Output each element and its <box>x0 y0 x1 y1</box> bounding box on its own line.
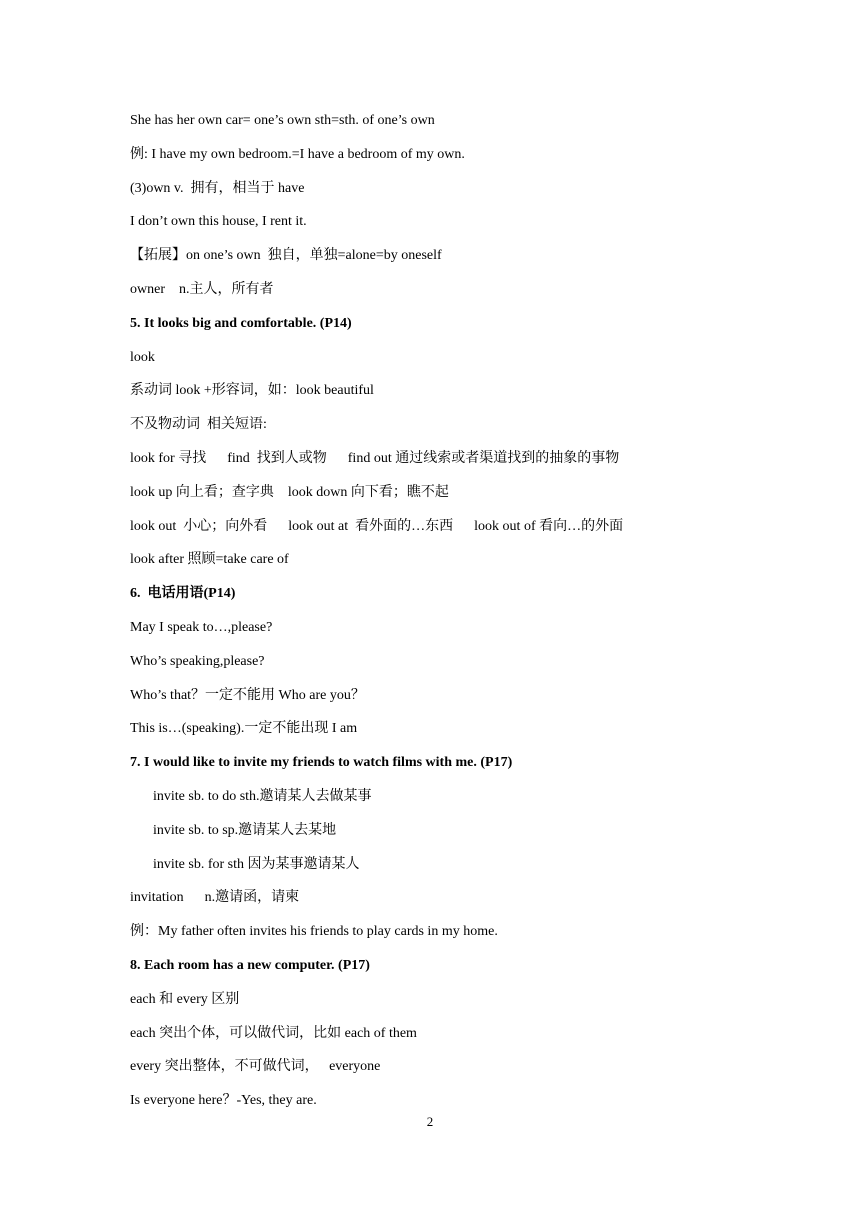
text-line: 【拓展】on one’s own 独自，单独=alone=by oneself <box>130 248 442 264</box>
text-line: I don’t own this house, I rent it. <box>130 214 307 230</box>
text-line: look for 寻找 find 找到人或物 find out 通过线索或者渠道找到的抽象的事物 <box>130 450 620 466</box>
text-line: every 突出整体，不可做代词， everyone <box>130 1059 381 1075</box>
text-line: Who’s speaking,please? <box>130 653 265 669</box>
text-line: 例：My father often invites his friends to play cards in my home. <box>130 924 498 940</box>
text-line: each 突出个体，可以做代词，比如 each of them <box>130 1025 417 1041</box>
text-line: each 和 every 区别 <box>130 991 240 1007</box>
text-line: May I speak to…,please? <box>130 619 273 635</box>
text-line: Is everyone here？-Yes, they are. <box>130 1093 317 1109</box>
text-line: She has her own car= one’s own sth=sth. of one’s own <box>130 113 435 128</box>
section-heading: 5. It looks big and comfortable. (P14) <box>130 315 352 331</box>
text-line: Who’s that？一定不能用 Who are you？ <box>130 687 365 703</box>
text-line: This is…(speaking).一定不能出现 I am <box>130 721 358 737</box>
text-line: 例: I have my own bedroom.=I have a bedroom of my own. <box>130 146 465 162</box>
text-line: invite sb. to do sth.邀请某人去做某事 <box>153 788 372 804</box>
text-line: (3)own v. 拥有，相当于 have <box>130 180 305 196</box>
page-number: 2 <box>426 1114 434 1129</box>
text-line: invite sb. to sp.邀请某人去某地 <box>153 822 337 838</box>
text-line: look <box>130 349 155 365</box>
text-line: look out 小心；向外看 look out at 看外面的…东西 look out of 看向…的外面 <box>130 518 624 534</box>
section-heading: 6. 电话用语(P14) <box>130 586 236 602</box>
text-line: 不及物动词 相关短语: <box>130 417 267 433</box>
text-line: owner n.主人，所有者 <box>130 281 274 297</box>
text-line: 系动词 look +形容词，如：look beautiful <box>130 383 374 399</box>
text-line: invite sb. for sth 因为某事邀请某人 <box>153 856 360 872</box>
section-heading: 8. Each room has a new computer. (P17) <box>130 957 370 973</box>
text-line: look up 向上看；查字典 look down 向下看；瞧不起 <box>130 484 449 500</box>
document-body <box>130 111 750 1125</box>
section-heading: 7. I would like to invite my friends to watch films with me. (P17) <box>130 755 513 771</box>
text-line: invitation n.邀请函，请柬 <box>130 890 300 906</box>
text-line: look after 照顾=take care of <box>130 552 289 568</box>
